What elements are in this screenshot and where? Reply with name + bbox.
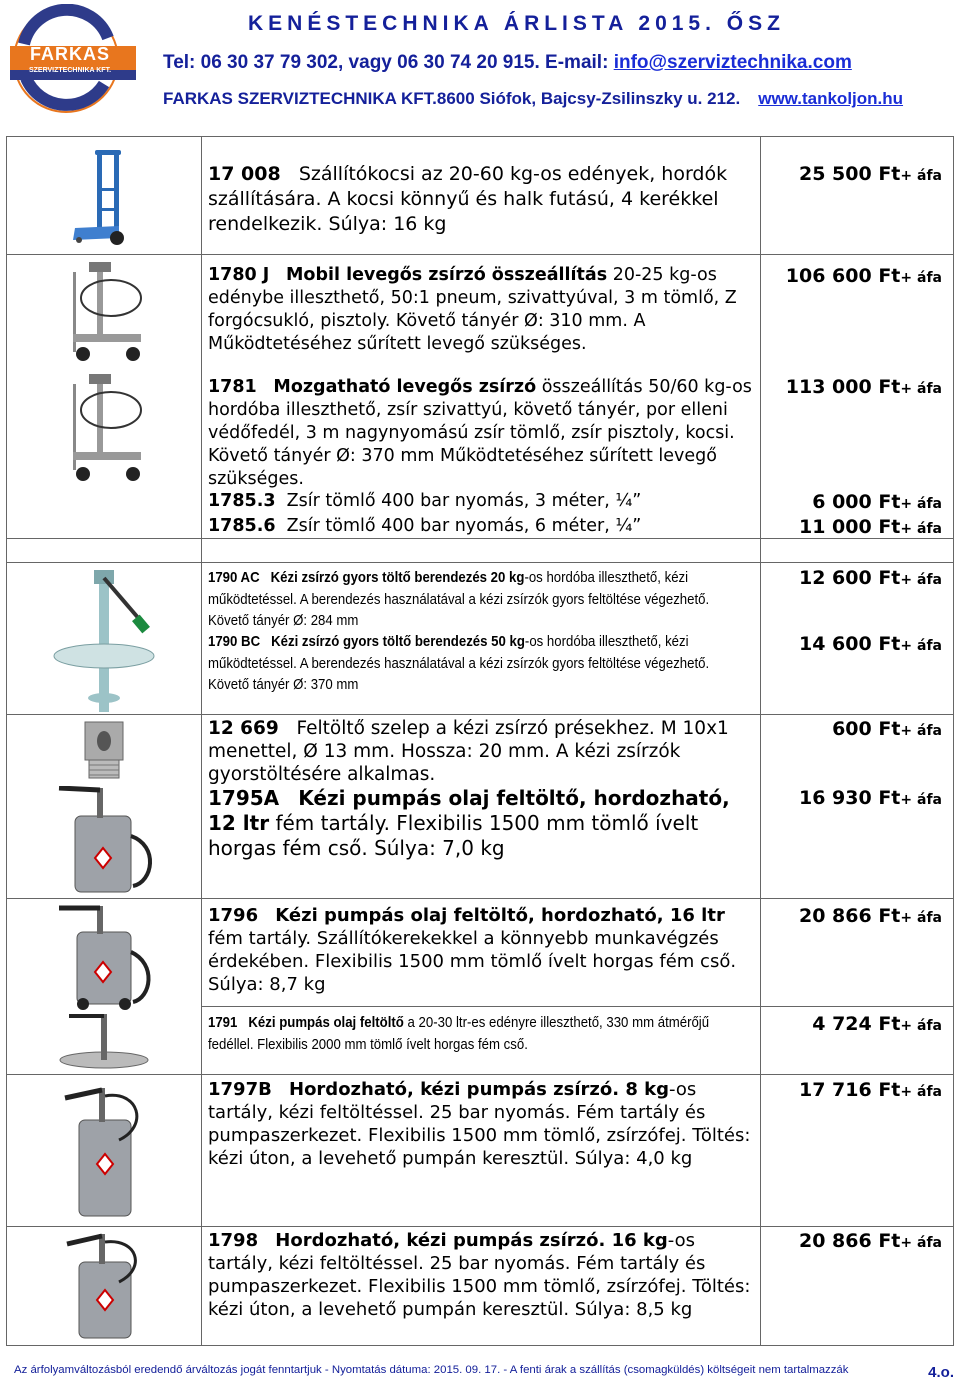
item-title: Hordozható, kézi pumpás zsírzó. 16 kg xyxy=(275,1230,668,1251)
item-description xyxy=(208,264,753,356)
item-text: 20-25 kg-os edénybe illeszthető, 50:1 pneum, szivattyúval, 3 m tömlő, Z forgócsukló, pisztoly. Követő tányér Ø: 310 mm. A Működtetéséhez sűrített levegő szükséges. xyxy=(208,265,737,354)
item-price: 12 600 Ft+ áfa xyxy=(799,567,942,589)
row-divider xyxy=(6,538,954,539)
item-text: -os hordóba illeszthető, kézi működtetéssel. A berendezés használatával a kézi zsírzók gyors feltöltése végezhető. Követő tányér Ø: 284 mm xyxy=(208,569,710,629)
row-divider xyxy=(6,898,954,899)
table-divider xyxy=(201,136,202,1346)
item-text: -os tartály, kézi feltöltéssel. 25 bar nyomás. Fém tartály és pumpaszerkezet. Flexibilis 1500 mm tömlő, zsírzófej. Töltés: kézi úton, a levehető pumpán keresztül. Súlya: 8,5 kg xyxy=(208,1230,751,1320)
logo-name: FARKAS xyxy=(29,44,110,64)
item-description xyxy=(208,567,754,632)
row-divider xyxy=(6,254,954,255)
item-title: Kézi pumpás olaj feltöltő xyxy=(248,1014,404,1031)
item-description xyxy=(208,1078,753,1170)
item-title: Kézi pumpás olaj feltöltő, hordozható, 16 ltr xyxy=(275,905,725,926)
item-text: Zsír tömlő 400 bar nyomás, 6 méter, ¼” xyxy=(286,516,642,536)
item-title: Kézi zsírzó gyors töltő berendezés 50 kg xyxy=(271,633,525,650)
item-title: Hordozható, kézi pumpás zsírzó. 8 kg xyxy=(289,1079,669,1100)
item-description xyxy=(208,515,753,538)
item-price: 14 600 Ft+ áfa xyxy=(799,633,942,655)
item-description xyxy=(208,490,753,513)
oil-pump-12-image xyxy=(14,786,194,894)
item-title-2: 12 ltr xyxy=(208,811,270,835)
item-id: 1796 xyxy=(208,905,259,926)
row-divider xyxy=(201,1006,954,1007)
oil-pump-16-image xyxy=(14,904,194,1012)
item-title: Kézi zsírzó gyors töltő berendezés 20 kg xyxy=(270,569,525,586)
item-price: 25 500 Ft+ áfa xyxy=(799,163,942,185)
trolley-image xyxy=(14,148,194,248)
website-link[interactable]: www.tankoljon.hu xyxy=(758,89,904,108)
page-header xyxy=(0,0,960,130)
item-description xyxy=(208,904,753,996)
logo-sub: SZERVIZTECHNIKA KFT. xyxy=(28,67,112,74)
item-text: -os tartály, kézi feltöltéssel. 25 bar nyomás. Fém tartály és pumpaszerkezet. Flexibilis 1500 mm tömlő, zsírzófej. Töltés: kézi úton, a levehető pumpán keresztül. Súlya: 4,0 kg xyxy=(208,1079,751,1169)
email-link[interactable]: info@szerviztechnika.com xyxy=(613,52,852,73)
item-description xyxy=(208,786,753,861)
oil-pump-lid-image xyxy=(14,1010,194,1070)
item-id: 1781 xyxy=(208,377,257,397)
item-price: 4 724 Ft+ áfa xyxy=(812,1013,942,1035)
item-id: 1798 xyxy=(208,1230,259,1251)
item-price: 600 Ft+ áfa xyxy=(832,718,942,740)
item-id: 1795A xyxy=(208,786,280,810)
item-id: 1785.6 xyxy=(208,516,276,536)
item-description xyxy=(208,376,753,491)
item-price: 106 600 Ft+ áfa xyxy=(785,265,942,287)
grease-pump-8-image xyxy=(14,1080,194,1220)
address-line xyxy=(163,89,903,109)
item-description xyxy=(208,1229,753,1321)
item-text: Zsír tömlő 400 bar nyomás, 3 méter, ¼” xyxy=(286,491,642,511)
item-text: fém tartály. Flexibilis 1500 mm tömlő ívelt horgas fém cső. Súlya: 7,0 kg xyxy=(208,811,699,860)
item-description xyxy=(208,717,753,786)
item-id: 1797B xyxy=(208,1079,272,1100)
contact-line xyxy=(163,52,852,74)
row-divider xyxy=(6,714,954,715)
item-text: a 20-30 ltr-es edényre illeszthető, 330 mm átmérőjű fedéllel. Flexibilis 2000 mm tömlő ívelt horgas fém cső. xyxy=(208,1014,710,1053)
item-id: 1785.3 xyxy=(208,491,276,511)
item-id: 17 008 xyxy=(208,163,281,185)
mobile-greaser-image xyxy=(14,374,194,484)
item-description xyxy=(208,631,754,696)
item-price: 20 866 Ft+ áfa xyxy=(799,905,942,927)
item-title: Kézi pumpás olaj feltöltő, hordozható, xyxy=(298,786,730,810)
item-text: Feltöltő szelep a kézi zsírzó présekhez. M 10x1 menettel, Ø 13 mm. Hossza: 20 mm. A kézi zsírzók gyorstöltésére alkalmas. xyxy=(208,718,729,785)
item-id: 1791 xyxy=(208,1014,238,1031)
item-price: 20 866 Ft+ áfa xyxy=(799,1230,942,1252)
item-price: 6 000 Ft+ áfa xyxy=(812,491,942,513)
phone-text: Tel: 06 30 37 79 302, vagy 06 30 74 20 915. E-mail: xyxy=(163,52,614,73)
item-title: Mobil levegős zsírzó összeállítás xyxy=(286,265,608,285)
item-text: -os hordóba illeszthető, kézi működtetéssel. A berendezés használatával a kézi zsírzók gyors feltöltése végezhető. Követő tányér Ø: 370 mm xyxy=(208,633,710,693)
row-divider xyxy=(6,1226,954,1227)
pneumatic-greaser-image xyxy=(14,262,194,362)
item-id: 1780 J xyxy=(208,265,270,285)
item-text: Szállítókocsi az 20-60 kg-os edények, hordók szállítására. A kocsi könnyű és halk futású, 4 kerékkel rendelkezik. Súlya: 16 kg xyxy=(208,163,728,235)
item-text: összeállítás 50/60 kg-os hordóba illeszthető, zsír szivattyú, követő tányér, por elleni védőfedél, 3 m nagynyomású zsír tömlő, zsír pisztoly, kocsi. Követő tányér Ø: 370 mm Működtetéséhez sűrített levegő szükséges. xyxy=(208,377,752,489)
item-id: 12 669 xyxy=(208,718,279,739)
item-price: 113 000 Ft+ áfa xyxy=(785,376,942,398)
filling-valve-image xyxy=(14,718,194,782)
item-price: 11 000 Ft+ áfa xyxy=(799,516,942,538)
row-divider xyxy=(6,1074,954,1075)
item-description xyxy=(208,1012,754,1055)
item-text: fém tartály. Szállítókerekekkel a könnyebb munkavégzés érdekében. Flexibilis 1500 mm tömlő ívelt horgas fém cső. Súlya: 8,7 kg xyxy=(208,928,737,995)
item-id: 1790 AC xyxy=(208,569,260,586)
row-divider xyxy=(6,562,954,563)
page-title: KENÉSTECHNIKA ÁRLISTA 2015. ŐSZ xyxy=(248,12,785,35)
item-price: 17 716 Ft+ áfa xyxy=(799,1079,942,1101)
item-description xyxy=(208,162,753,237)
page-footer: Az árfolyamváltozásból eredendő árváltozás jogát fenntartjuk - Nyomtatás dátuma: 2015. 09. 17. - A fenti árak a szállítás (csomagküldés) költségeit nem tartalmazzák xyxy=(14,1364,849,1376)
address-text: FARKAS SZERVIZTECHNIKA KFT.8600 Siófok, Bajcsy-Zsilinszky u. 212. xyxy=(163,89,741,108)
item-price: 16 930 Ft+ áfa xyxy=(799,787,942,809)
grease-filler-image xyxy=(14,566,194,712)
grease-pump-16-image xyxy=(14,1232,194,1342)
table-divider xyxy=(760,136,761,1346)
item-id: 1790 BC xyxy=(208,633,261,650)
page-number: 4.o. xyxy=(928,1364,954,1381)
item-title: Mozgatható levegős zsírzó xyxy=(273,377,537,397)
